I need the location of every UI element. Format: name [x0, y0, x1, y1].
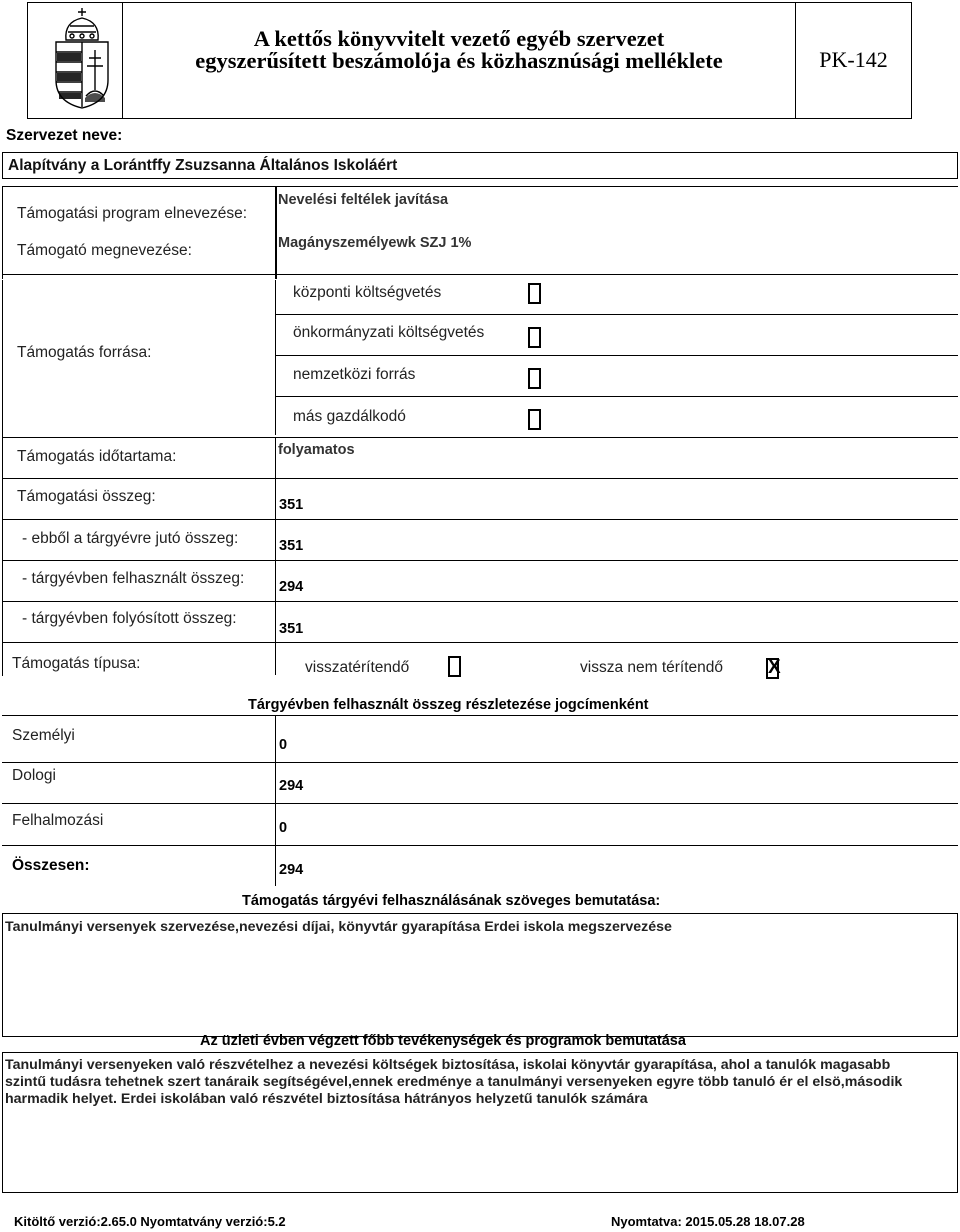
duration-label: Támogatás időtartama: [17, 448, 177, 465]
breakdown-total-label: Összesen: [12, 857, 90, 874]
footer-print-date: Nyomtatva: 2015.05.28 18.07.28 [611, 1214, 805, 1229]
coat-of-arms-icon [50, 6, 114, 110]
source-business-checkbox[interactable] [528, 409, 541, 430]
nonrefundable-label: vissza nem térítendő [580, 659, 724, 676]
source-option-label: nemzetközi forrás [293, 366, 416, 383]
support-type-label: Támogatás típusa: [12, 655, 141, 672]
grid-line [2, 274, 958, 275]
personal-label: Személyi [12, 727, 75, 744]
grid-col-divider [275, 186, 277, 279]
form-title-line1: A kettős könyvvitelt vezető egyéb szervezet [253, 26, 665, 51]
breakdown-col-divider [275, 715, 276, 886]
year-share-label: - ebből a tárgyévre jutó összeg: [22, 530, 239, 547]
source-option-label: központi költségvetés [293, 284, 442, 301]
grid-line [2, 519, 958, 520]
breakdown-total-value[interactable]: 294 [279, 862, 304, 878]
footer-versions: Kitöltő verzió:2.65.0 Nyomtatvány verzió:5.2 [14, 1214, 286, 1229]
total-amount-label: Támogatási összeg: [17, 488, 156, 505]
grid-line [2, 601, 958, 602]
grid-line [2, 762, 958, 763]
refundable-label: visszatérítendő [305, 659, 410, 676]
source-central-checkbox[interactable] [528, 283, 541, 304]
supporter-name-label: Támogató megnevezése: [17, 242, 192, 259]
grid-line [2, 715, 958, 716]
used-amount-value[interactable]: 294 [279, 579, 304, 595]
grid-col-divider [275, 437, 276, 675]
used-amount-label: - tárgyévben felhasznált összeg: [22, 570, 245, 587]
nonrefundable-checkbox[interactable]: X [768, 657, 781, 678]
grid-line [2, 186, 958, 187]
source-option-label: önkormányzati költségvetés [293, 324, 485, 341]
org-name-value: Alapítvány a Lorántffy Zsuzsanna Általános Iskoláért [8, 157, 398, 174]
source-label: Támogatás forrása: [17, 344, 152, 361]
material-label: Dologi [12, 767, 56, 784]
grid-line [2, 642, 958, 643]
source-option-label: más gazdálkodó [293, 408, 406, 425]
activities-text-value: Tanulmányi versenyeken való részvételhez a nevezési költségek biztosítása, iskolai könyvtár gyarapítása, ahol a tanulók magasabb szintű tudásra tehetnek szert tanáraik segítségével,ennek eredménye a tanulmányi versenyeken egyre több tanuló ér el elsö,második harmadik helyet. Erdei iskolában való részvétel biztosítása hátrányos helyzetű tanulók számára [5, 1057, 903, 1107]
activities-heading: Az üzleti évben végzett főbb tevékenységek és programok bemutatása [200, 1033, 686, 1049]
grid-line [2, 478, 958, 479]
grid-line [276, 396, 958, 397]
paid-amount-label: - tárgyévben folyósított összeg: [22, 610, 237, 627]
form-title-line2: egyszerűsített beszámolója és közhasznúsági melléklete [195, 48, 723, 73]
grid-line [2, 437, 958, 438]
investment-value[interactable]: 0 [279, 820, 288, 836]
year-share-value[interactable]: 351 [279, 538, 304, 554]
program-name-label: Támogatási program elnevezése: [17, 205, 248, 222]
refundable-checkbox[interactable] [448, 656, 461, 677]
total-amount-value[interactable]: 351 [279, 497, 304, 513]
source-international-checkbox[interactable] [528, 368, 541, 389]
grid-left-border [2, 186, 3, 279]
usage-heading: Támogatás tárgyévi felhasználásának szöveges bemutatása: [242, 893, 661, 909]
supporter-name-value[interactable]: Magányszemélyewk SZJ 1% [278, 235, 472, 251]
source-local-checkbox[interactable] [528, 327, 541, 348]
grid-line [276, 355, 958, 356]
program-name-value[interactable]: Nevelési feltélek javítása [278, 192, 449, 208]
duration-value[interactable]: folyamatos [278, 442, 355, 458]
breakdown-heading: Tárgyévben felhasznált összeg részletezése jogcímenként [248, 697, 649, 713]
personal-value[interactable]: 0 [279, 737, 288, 753]
paid-amount-value[interactable]: 351 [279, 621, 304, 637]
investment-label: Felhalmozási [12, 812, 104, 829]
grid-col-divider [275, 280, 276, 435]
org-name-label: Szervezet neve: [6, 127, 123, 144]
grid-line [276, 314, 958, 315]
grid-line [2, 560, 958, 561]
material-value[interactable]: 294 [279, 778, 304, 794]
grid-line [2, 845, 958, 846]
grid-line [2, 803, 958, 804]
form-code: PK-142 [819, 47, 888, 72]
usage-text-value: Tanulmányi versenyek szervezése,nevezési díjai, könyvtár gyarapítása Erdei iskola megszervezése [5, 919, 672, 935]
